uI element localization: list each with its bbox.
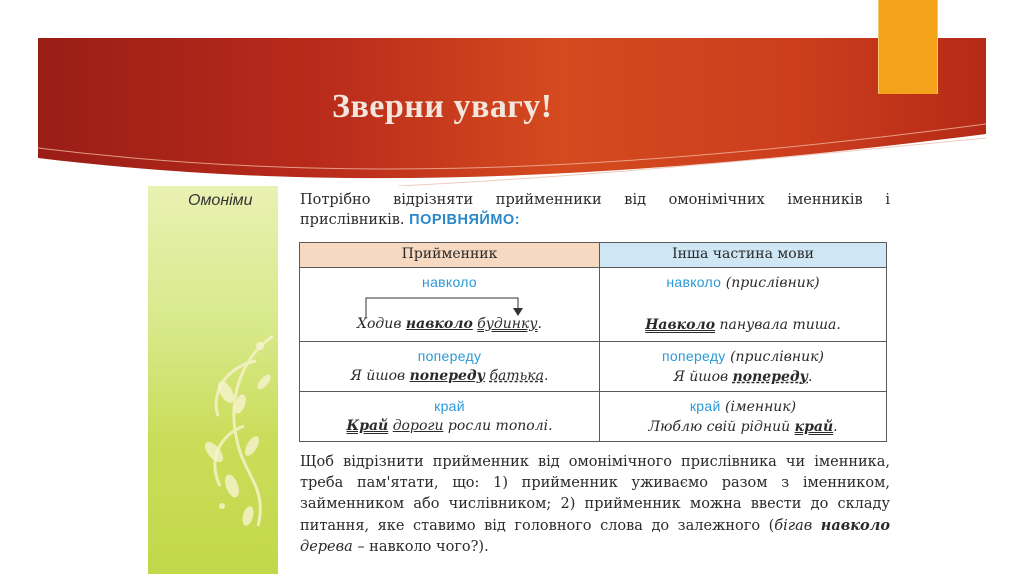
example-sentence <box>304 366 595 386</box>
example-text: панувала тиша. <box>715 317 841 333</box>
example-highlight: Край <box>346 418 389 434</box>
intro-paragraph <box>300 190 890 230</box>
keyword-line <box>604 346 882 367</box>
table-row <box>300 268 887 342</box>
part-of-speech-note: (прислівник) <box>725 275 820 291</box>
slide-title: Зверни увагу! <box>332 88 553 125</box>
table-cell <box>600 268 887 342</box>
keyword: навколо <box>666 274 722 290</box>
example-dependent: дороги <box>392 418 444 434</box>
header-preposition: Прийменник <box>300 243 600 268</box>
table-row <box>300 342 887 392</box>
example-highlight: попереду <box>732 369 809 385</box>
keyword-line <box>604 396 882 417</box>
table-cell <box>300 392 600 442</box>
example-sentence <box>304 314 595 334</box>
example-text: Ходив <box>357 316 406 332</box>
intro-text: Потрібно відрізняти прийменники від омонімічних іменників і прислівників. <box>300 192 890 228</box>
example-highlight: край <box>794 419 834 435</box>
example-sentence <box>604 315 882 335</box>
example-text: . <box>808 369 813 385</box>
section-label: Омоніми <box>188 192 253 209</box>
floral-ornament-icon <box>148 186 278 574</box>
example-sentence <box>604 417 882 437</box>
example-text: Люблю свій рідний <box>648 419 795 435</box>
example-highlight: навколо <box>405 316 473 332</box>
example-highlight: попереду <box>409 368 486 384</box>
keyword: край <box>689 398 721 414</box>
part-of-speech-note: (прислівник) <box>730 349 824 365</box>
keyword-line <box>604 272 882 293</box>
example-text: росли тополі. <box>443 418 553 434</box>
table-cell <box>600 342 887 392</box>
example-dependent: будинку <box>477 316 538 332</box>
table-cell <box>300 342 600 392</box>
example-text: Я йшов <box>350 368 410 384</box>
compare-label: ПОРІВНЯЙМО: <box>409 212 521 228</box>
example-highlight: Навколо <box>645 317 716 333</box>
keyword: навколо <box>422 274 477 290</box>
rule-paragraph <box>300 452 890 558</box>
keyword: попереду <box>417 348 482 364</box>
part-of-speech-note: (іменник) <box>725 399 797 415</box>
header-other-part: Інша частина мови <box>600 243 887 268</box>
example-text: . <box>833 419 838 435</box>
decorative-side-panel <box>148 186 278 574</box>
rule-text: Щоб відрізнити прийменник від омонімічного прислівника чи іменника, треба пам'ятати, що: 1) прийменник уживаємо разом з іменником, займенником або числівником; 2) прийменник можна ввести до складу питання, яке ставимо від головного слова до залежного ( <box>300 454 890 534</box>
example-sentence <box>304 416 595 436</box>
example-text: Я йшов <box>673 369 733 385</box>
example-sentence <box>604 367 882 387</box>
table-cell <box>300 268 600 342</box>
keyword: попереду <box>662 348 726 364</box>
table-row <box>300 392 887 442</box>
table-cell <box>600 392 887 442</box>
rule-example-text: бігав <box>774 518 821 534</box>
accent-tab <box>878 0 938 94</box>
example-dependent: батька <box>489 368 544 384</box>
example-text: . <box>537 316 542 332</box>
comparison-table <box>299 242 887 442</box>
example-text: . <box>543 368 549 384</box>
rule-text-end: – навколо чого?). <box>352 539 489 555</box>
rule-example-highlight: навколо <box>820 517 891 534</box>
rule-example-text: дерева <box>300 539 353 555</box>
keyword: край <box>434 398 465 414</box>
